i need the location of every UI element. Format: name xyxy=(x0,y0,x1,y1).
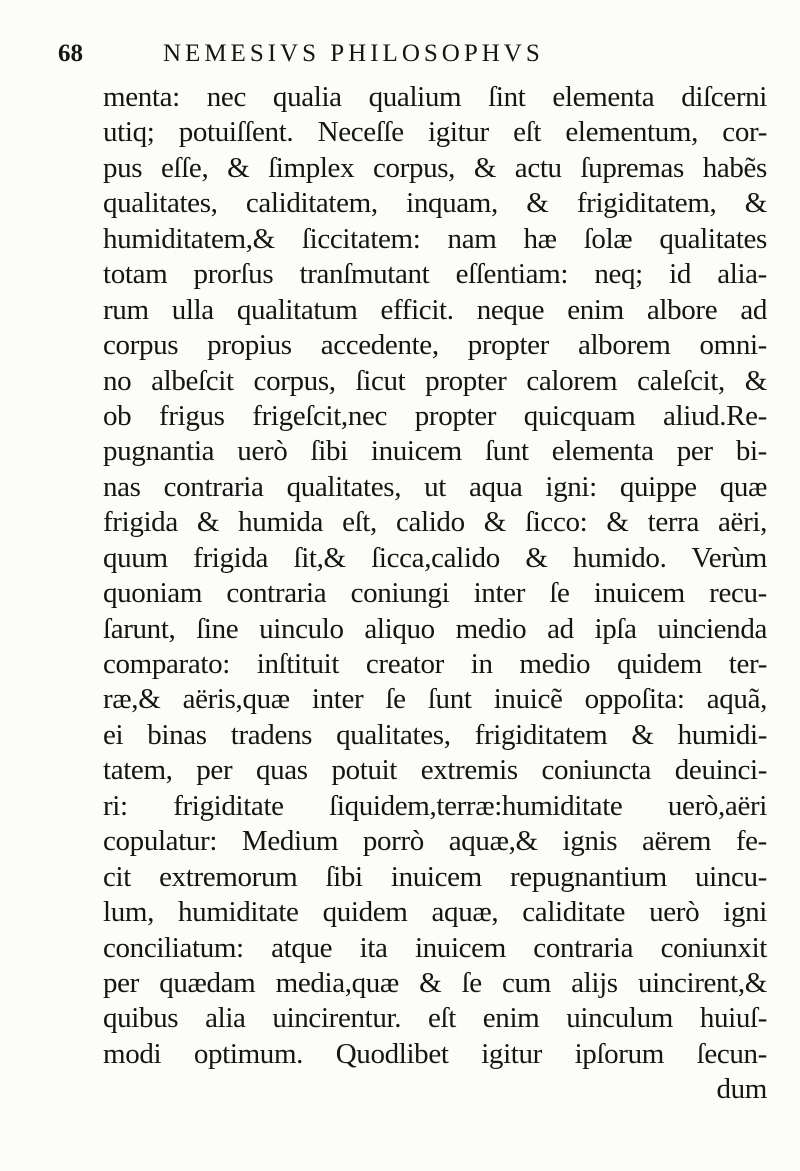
text-line: ri: frigiditate ſiquidem,terræ:humiditate uerò,aëri xyxy=(103,789,767,822)
text-line: quum frigida ſit,& ſicca,calido & humido. Verùm xyxy=(103,541,767,574)
text-line: corpus propius accedente, propter alborem omni- xyxy=(103,329,767,362)
text-line: quoniam contraria coniungi inter ſe inuicem recu- xyxy=(103,577,767,610)
text-line: no albeſcit corpus, ſicut propter calorem caleſcit, & xyxy=(103,364,767,397)
text-line: humiditatem,& ſiccitatem: nam hæ ſolæ qualitates xyxy=(103,222,767,255)
text-line: ræ,& aëris,quæ inter ſe ſunt inuicẽ oppoſita: aquã, xyxy=(103,683,767,716)
text-line: qualitates, caliditatem, inquam, & frigiditatem, & xyxy=(103,187,767,220)
text-line: conciliatum: atque ita inuicem contraria coniunxit xyxy=(103,931,767,964)
text-line: cit extremorum ſibi inuicem repugnantium uincu- xyxy=(103,860,767,893)
text-line: ei binas tradens qualitates, frigiditatem & humidi- xyxy=(103,718,767,751)
text-line: lum, humiditate quidem aquæ, caliditate uerò igni xyxy=(103,896,767,929)
text-line: utiq; potuiſſent. Neceſſe igitur eſt elementum, cor- xyxy=(103,116,767,149)
text-line: copulatur: Medium porrò aquæ,& ignis aërem fe- xyxy=(103,825,767,858)
text-line: frigida & humida eſt, calido & ſicco: & terra aëri, xyxy=(103,506,767,539)
catchword: dum xyxy=(716,1073,767,1106)
text-line: pus eſſe, & ſimplex corpus, & actu ſupremas habẽs xyxy=(103,151,767,184)
text-line: ſarunt, ſine uinculo aliquo medio ad ipſa uincienda xyxy=(103,612,767,645)
text-line: menta: nec qualia qualium ſint elementa diſcerni xyxy=(103,81,767,113)
text-line: nas contraria qualitates, ut aqua igni: quippe quæ xyxy=(103,470,767,503)
text-line: per quædam media,quæ & ſe cum alijs uincirent,& xyxy=(103,966,767,999)
page-header xyxy=(58,40,698,80)
body-text xyxy=(103,80,767,1120)
text-line: modi optimum. Quodlibet igitur ipſorum ſecun- xyxy=(103,1037,767,1070)
text-line: pugnantia uerò ſibi inuicem ſunt elementa per bi- xyxy=(103,435,767,468)
text-line: tatem, per quas potuit extremis coniuncta deuinci- xyxy=(103,754,767,787)
text-line: ob frigus frigeſcit,nec propter quicquam aliud.Re- xyxy=(103,399,767,432)
text-line: totam prorſus tranſmutant eſſentiam: neq; id alia- xyxy=(103,258,767,291)
bleed-through-shadow xyxy=(108,1072,338,1100)
text-line: rum ulla qualitatum efficit. neque enim albore ad xyxy=(103,293,767,326)
text-line: quibus alia uincirentur. eſt enim uinculum huiuſ- xyxy=(103,1002,767,1035)
page-number: 68 xyxy=(58,40,83,67)
running-head: NEMESIVS PHILOSOPHVS xyxy=(163,40,544,67)
text-line: comparato: inſtituit creator in medio quidem ter- xyxy=(103,648,767,680)
